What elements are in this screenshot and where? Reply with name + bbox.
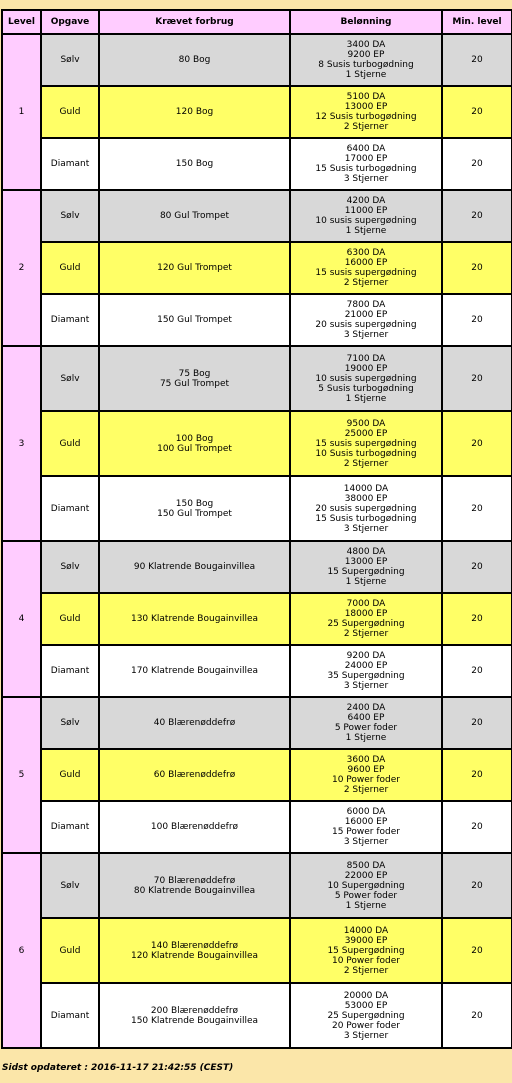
required-cell-line: 100 Blærenøddefrø <box>150 822 239 832</box>
reward-cell-line: 10 Supergødning <box>327 880 405 891</box>
reward-cell-line: 22000 EP <box>344 870 388 881</box>
reward-cell-line: 14000 DA <box>343 483 389 494</box>
required-cell <box>99 918 290 983</box>
table-row <box>2 918 512 983</box>
reward-cell-line: 12 Susis turbogødning <box>315 112 417 122</box>
reward-cell-line: 3 Stjerner <box>343 1030 389 1041</box>
reward-cell-line: 4800 DA <box>346 547 386 557</box>
required-cell-line: 80 Bog <box>178 55 211 65</box>
required-cell-line: 70 Blærenøddefrø <box>153 875 236 886</box>
reward-cell-line: 10 Power foder <box>331 775 400 785</box>
reward-cell-line: 10 susis supergødning <box>315 373 417 384</box>
reward-cell-line: 6400 EP <box>347 713 385 723</box>
min-level-cell: 20 <box>442 242 512 294</box>
reward-cell <box>290 190 442 242</box>
required-cell-line: 80 Klatrende Bougainvillea <box>133 885 256 896</box>
task-name-cell: Diamant <box>41 294 99 346</box>
header-level: Level <box>2 10 41 34</box>
required-cell <box>99 697 290 749</box>
reward-cell-line: 20 susis supergødning <box>315 503 417 514</box>
min-level-cell: 20 <box>442 476 512 541</box>
required-cell-line: 150 Bog <box>175 159 214 169</box>
reward-cell <box>290 34 442 86</box>
min-level-cell: 20 <box>442 645 512 697</box>
min-level-cell: 20 <box>442 86 512 138</box>
min-level-cell: 20 <box>442 918 512 983</box>
reward-cell <box>290 138 442 190</box>
reward-cell <box>290 86 442 138</box>
min-level-cell: 20 <box>442 294 512 346</box>
reward-cell-line: 4200 DA <box>346 196 386 206</box>
required-cell <box>99 801 290 853</box>
table-row <box>2 294 512 346</box>
reward-cell-line: 18000 EP <box>344 609 388 619</box>
reward-cell-line: 8 Susis turbogødning <box>318 60 414 70</box>
table-row <box>2 801 512 853</box>
required-cell-line: 150 Bog <box>175 498 214 509</box>
level-cell: 6 <box>2 853 41 1048</box>
min-level-cell: 20 <box>442 983 512 1048</box>
reward-cell-line: 5100 DA <box>346 92 386 102</box>
required-cell <box>99 983 290 1048</box>
reward-cell-line: 3 Stjerner <box>343 837 389 847</box>
reward-cell <box>290 411 442 476</box>
reward-cell-line: 7000 DA <box>346 599 386 609</box>
reward-cell-line: 14000 DA <box>343 925 389 936</box>
level-cell: 3 <box>2 346 41 541</box>
reward-cell <box>290 645 442 697</box>
task-name-cell: Sølv <box>41 697 99 749</box>
table-row <box>2 697 512 749</box>
header-task: Opgave <box>41 10 99 34</box>
required-cell-line: 130 Klatrende Bougainvillea <box>130 614 259 624</box>
required-cell <box>99 476 290 541</box>
level-cell: 4 <box>2 541 41 697</box>
task-name-cell: Diamant <box>41 138 99 190</box>
required-cell-line: 150 Gul Trompet <box>157 315 232 325</box>
reward-cell-line: 5 Power foder <box>334 890 398 901</box>
table-row <box>2 853 512 918</box>
reward-cell-line: 13000 EP <box>344 557 388 567</box>
min-level-cell: 20 <box>442 749 512 801</box>
header-reward: Belønning <box>290 10 442 34</box>
required-cell-line: 75 Bog <box>178 368 211 379</box>
required-cell-line: 150 Gul Trompet <box>157 508 232 519</box>
reward-cell-line: 9200 DA <box>346 651 386 661</box>
table-row <box>2 346 512 411</box>
required-cell-line: 120 Gul Trompet <box>157 263 232 273</box>
table-row <box>2 749 512 801</box>
reward-cell-line: 7800 DA <box>346 300 386 310</box>
reward-cell-line: 3600 DA <box>346 755 386 765</box>
reward-cell-line: 13000 EP <box>344 102 388 112</box>
required-cell-line: 60 Blærenøddefrø <box>153 770 236 780</box>
required-cell <box>99 86 290 138</box>
task-name-cell: Diamant <box>41 983 99 1048</box>
reward-cell-line: 15 Supergødning <box>327 945 405 956</box>
last-updated: Sidst opdateret : 2016-11-17 21:42:55 (CEST) <box>2 1063 234 1073</box>
required-cell-line: 170 Klatrende Bougainvillea <box>130 666 259 676</box>
reward-cell-line: 5 Power foder <box>334 723 398 733</box>
reward-cell <box>290 983 442 1048</box>
task-name-cell: Diamant <box>41 476 99 541</box>
required-cell-line: 200 Blærenøddefrø <box>150 1005 239 1016</box>
required-cell <box>99 242 290 294</box>
header-required: Krævet forbrug <box>99 10 290 34</box>
table-row <box>2 190 512 242</box>
min-level-cell: 20 <box>442 593 512 645</box>
min-level-cell: 20 <box>442 697 512 749</box>
task-name-cell: Guld <box>41 242 99 294</box>
task-name-cell: Guld <box>41 411 99 476</box>
reward-cell-line: 3 Stjerner <box>343 174 389 184</box>
reward-cell <box>290 749 442 801</box>
reward-cell-line: 9200 EP <box>347 50 385 60</box>
reward-cell-line: 1 Stjerne <box>345 393 387 404</box>
task-name-cell: Sølv <box>41 346 99 411</box>
reward-cell-line: 1 Stjerne <box>345 70 387 80</box>
table-row <box>2 86 512 138</box>
reward-cell-line: 20000 DA <box>343 990 389 1001</box>
reward-cell-line: 25000 EP <box>344 428 388 439</box>
reward-cell-line: 2 Stjerner <box>343 785 389 795</box>
reward-cell-line: 19000 EP <box>344 363 388 374</box>
reward-cell <box>290 294 442 346</box>
min-level-cell: 20 <box>442 190 512 242</box>
task-name-cell: Sølv <box>41 541 99 593</box>
level-cell: 2 <box>2 190 41 346</box>
reward-cell-line: 3 Stjerner <box>343 523 389 534</box>
reward-cell-line: 2400 DA <box>346 703 386 713</box>
reward-cell-line: 2 Stjerner <box>343 458 389 469</box>
reward-cell-line: 16000 EP <box>344 817 388 827</box>
required-cell <box>99 138 290 190</box>
reward-cell <box>290 476 442 541</box>
task-name-cell: Diamant <box>41 645 99 697</box>
reward-cell-line: 15 Susis turbogødning <box>315 513 417 524</box>
reward-cell-line: 7100 DA <box>346 353 386 364</box>
reward-cell-line: 6300 DA <box>346 248 386 258</box>
table-row <box>2 138 512 190</box>
min-level-cell: 20 <box>442 138 512 190</box>
reward-cell-line: 15 susis supergødning <box>315 268 417 278</box>
reward-cell-line: 2 Stjerner <box>343 122 389 132</box>
reward-cell-line: 21000 EP <box>344 310 388 320</box>
quest-table <box>1 9 512 1049</box>
required-cell-line: 80 Gul Trompet <box>159 211 230 221</box>
table-row <box>2 645 512 697</box>
task-name-cell: Diamant <box>41 801 99 853</box>
quest-table-body <box>2 34 512 1048</box>
min-level-cell: 20 <box>442 34 512 86</box>
min-level-cell: 20 <box>442 801 512 853</box>
required-cell <box>99 593 290 645</box>
reward-cell <box>290 593 442 645</box>
min-level-cell: 20 <box>442 541 512 593</box>
reward-cell <box>290 242 442 294</box>
reward-cell-line: 6400 DA <box>346 144 386 154</box>
reward-cell-line: 38000 EP <box>344 493 388 504</box>
reward-cell-line: 20 Power foder <box>331 1020 400 1031</box>
reward-cell-line: 3 Stjerner <box>343 330 389 340</box>
reward-cell-line: 16000 EP <box>344 258 388 268</box>
reward-cell <box>290 697 442 749</box>
reward-cell-line: 9600 EP <box>347 765 385 775</box>
reward-cell-line: 10 Susis turbogødning <box>315 448 417 459</box>
level-cell: 5 <box>2 697 41 853</box>
reward-cell-line: 6000 DA <box>346 807 386 817</box>
required-cell <box>99 853 290 918</box>
required-cell-line: 40 Blærenøddefrø <box>153 718 236 728</box>
reward-cell-line: 39000 EP <box>344 935 388 946</box>
reward-cell-line: 5 Susis turbogødning <box>318 383 414 394</box>
reward-cell-line: 1 Stjerne <box>345 733 387 743</box>
reward-cell-line: 2 Stjerner <box>343 278 389 288</box>
min-level-cell: 20 <box>442 411 512 476</box>
reward-cell-line: 2 Stjerner <box>343 629 389 639</box>
required-cell <box>99 294 290 346</box>
required-cell <box>99 749 290 801</box>
required-cell <box>99 541 290 593</box>
reward-cell-line: 3400 DA <box>346 40 386 50</box>
table-row <box>2 242 512 294</box>
required-cell-line: 100 Gul Trompet <box>157 443 232 454</box>
table-row <box>2 411 512 476</box>
reward-cell-line: 10 susis supergødning <box>315 216 417 226</box>
min-level-cell: 20 <box>442 853 512 918</box>
task-name-cell: Sølv <box>41 190 99 242</box>
task-name-cell: Guld <box>41 593 99 645</box>
required-cell-line: 90 Klatrende Bougainvillea <box>133 562 256 572</box>
required-cell-line: 120 Klatrende Bougainvillea <box>130 950 259 961</box>
required-cell-line: 75 Gul Trompet <box>159 378 230 389</box>
required-cell <box>99 346 290 411</box>
task-name-cell: Guld <box>41 918 99 983</box>
reward-cell-line: 35 Supergødning <box>327 671 405 681</box>
required-cell <box>99 645 290 697</box>
required-cell <box>99 411 290 476</box>
reward-cell-line: 25 Supergødning <box>327 619 405 629</box>
level-cell: 1 <box>2 34 41 190</box>
table-row <box>2 983 512 1048</box>
required-cell-line: 140 Blærenøddefrø <box>150 940 239 951</box>
reward-cell-line: 1 Stjerne <box>345 226 387 236</box>
table-row <box>2 476 512 541</box>
task-name-cell: Sølv <box>41 34 99 86</box>
reward-cell-line: 15 Susis turbogødning <box>315 164 417 174</box>
reward-cell-line: 1 Stjerne <box>345 900 387 911</box>
reward-cell-line: 20 susis supergødning <box>315 320 417 330</box>
reward-cell <box>290 801 442 853</box>
table-row <box>2 593 512 645</box>
reward-cell-line: 2 Stjerner <box>343 965 389 976</box>
reward-cell-line: 3 Stjerner <box>343 681 389 691</box>
reward-cell-line: 1 Stjerne <box>345 577 387 587</box>
reward-cell-line: 15 Supergødning <box>327 567 405 577</box>
reward-cell-line: 10 Power foder <box>331 955 400 966</box>
reward-cell-line: 15 Power foder <box>331 827 400 837</box>
reward-cell-line: 25 Supergødning <box>327 1010 405 1021</box>
required-cell <box>99 34 290 86</box>
task-name-cell: Sølv <box>41 853 99 918</box>
header-min-level: Min. level <box>442 10 512 34</box>
required-cell-line: 150 Klatrende Bougainvillea <box>130 1015 259 1026</box>
reward-cell <box>290 541 442 593</box>
reward-cell <box>290 918 442 983</box>
task-name-cell: Guld <box>41 749 99 801</box>
table-row <box>2 541 512 593</box>
reward-cell-line: 9500 DA <box>346 418 386 429</box>
min-level-cell: 20 <box>442 346 512 411</box>
task-name-cell: Guld <box>41 86 99 138</box>
table-row <box>2 34 512 86</box>
reward-cell-line: 24000 EP <box>344 661 388 671</box>
reward-cell-line: 53000 EP <box>344 1000 388 1011</box>
reward-cell-line: 15 susis supergødning <box>315 438 417 449</box>
reward-cell <box>290 346 442 411</box>
header-row <box>2 10 512 34</box>
required-cell-line: 100 Bog <box>175 433 214 444</box>
reward-cell-line: 17000 EP <box>344 154 388 164</box>
required-cell <box>99 190 290 242</box>
reward-cell <box>290 853 442 918</box>
reward-cell-line: 8500 DA <box>346 860 386 871</box>
required-cell-line: 120 Bog <box>175 107 214 117</box>
reward-cell-line: 11000 EP <box>344 206 388 216</box>
